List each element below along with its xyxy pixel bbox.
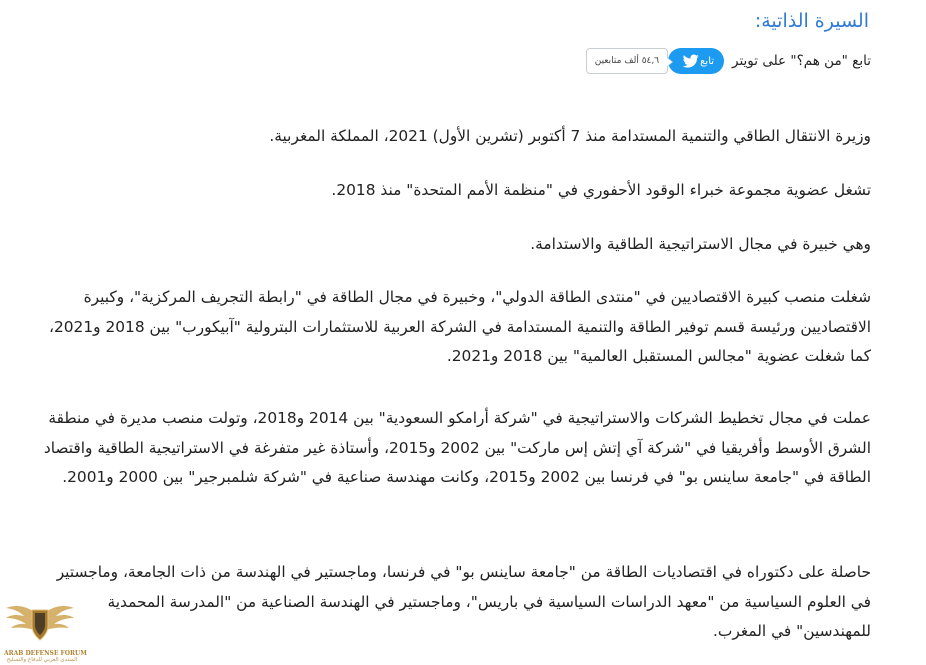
watermark-arabic-name: المنتدى العربي للدفاع والتسليح: [6, 657, 78, 663]
watermark-english-name: ARAB DEFENSE FORUM: [4, 650, 87, 657]
forum-watermark-logo: [0, 600, 87, 665]
winged-shield-icon: [0, 600, 80, 650]
follow-button-label: تابع: [700, 55, 715, 67]
bio-paragraph-3: وهي خبيرة في مجال الاستراتيجية الطاقية والاستدامة.: [530, 235, 871, 253]
bio-paragraph-4: شغلت منصب كبيرة الاقتصاديين في "منتدى الطاقة الدولي"، وخبيرة في مجال الطاقة في "رابطة التجريف المركزية"، وكبيرة الاقتصاديين ورئيسة قسم توفير الطاقة والتنمية المستدامة في الشركة العربية للاستثمارات البترولية "آبيكورب" بين 2018 و2021، كما شغلت عضوية "مجالس المستقبل العالمية" بين 2018 و2021.: [49, 288, 871, 365]
bio-paragraph-5: عملت في مجال تخطيط الشركات والاستراتيجية في "شركة أرامكو السعودية" بين 2014 و2018، وتولت منصب مديرة في منطقة الشرق الأوسط وأفريقيا في "شركة آي إتش إس ماركت" بين 2002 و2015، وأستاذة غير متفرغة في الاستراتيجية الطاقية واقتصاد الطاقة في "جامعة ساينس بو" في فرنسا بين 2002 و2015، وكانت مهندسة صناعية في "شركة شلمبرجير" بين 2000 و2001.: [43, 409, 871, 486]
bio-paragraph-1: وزيرة الانتقال الطاقي والتنمية المستدامة منذ 7 أكتوبر (تشرين الأول) 2021، المملكة المغربية.: [269, 127, 871, 145]
twitter-bird-icon: [682, 53, 700, 69]
twitter-follow-button[interactable]: [668, 48, 724, 74]
follower-count-bubble[interactable]: ٥٤,٦ ألف متابعين: [586, 48, 668, 74]
bio-paragraph-2: تشغل عضوية مجموعة خبراء الوقود الأحفوري في "منظمة الأمم المتحدة" منذ 2018.: [331, 181, 871, 199]
section-title: السيرة الذاتية:: [754, 10, 869, 32]
follow-prompt: تابع "من هم؟" على تويتر: [732, 53, 871, 69]
twitter-follow-row: [578, 46, 871, 76]
bio-paragraph-6: حاصلة على دكتوراه في اقتصاديات الطاقة من "جامعة ساينس بو" في فرنسا، وماجستير في الهندسة من ذات الجامعة، وماجستير في العلوم السياسية من "معهد الدراسات السياسية في باريس"، وماجستير في الهندسة الصناعية من "المدرسة المحمدية للمهندسين" في المغرب.: [56, 563, 871, 640]
